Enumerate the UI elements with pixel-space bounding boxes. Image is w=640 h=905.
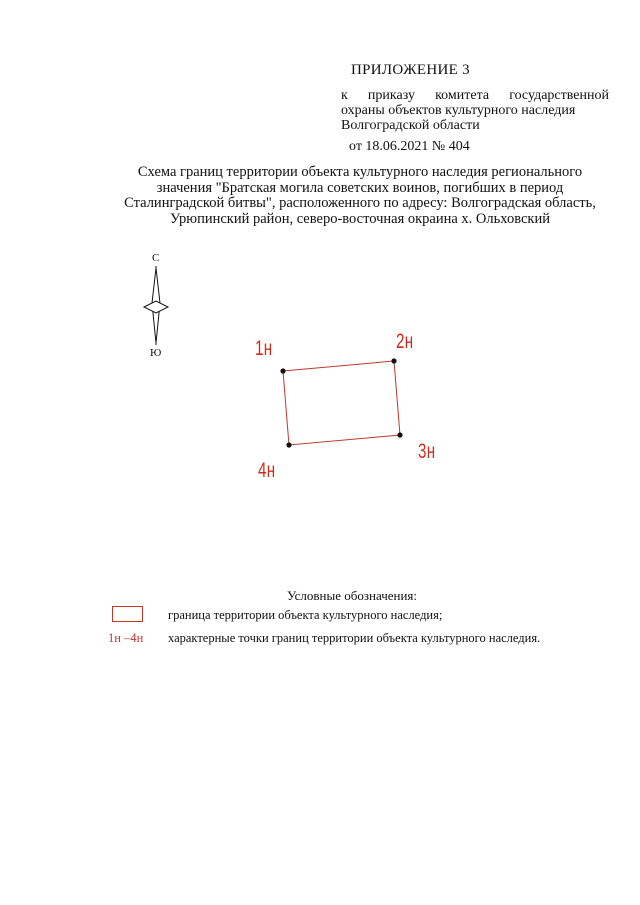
boundary-point-1: [280, 368, 285, 373]
order-line-2: охраны объектов культурного наследия: [341, 103, 576, 118]
compass-north-label: С: [152, 252, 160, 264]
legend-boundary-symbol: [112, 606, 143, 622]
point-label-3: 3н: [418, 440, 436, 463]
boundary-point-3: [397, 432, 402, 437]
order-word: государственной: [509, 88, 609, 103]
territory-boundary: [283, 361, 400, 445]
order-date: от 18.06.2021 № 404: [349, 139, 470, 154]
point-label-4: 4н: [258, 459, 276, 482]
compass-south-label: Ю: [150, 347, 162, 359]
title-line: Сталинградской битвы", расположенного по адресу: Волгоградская область,: [124, 195, 596, 211]
order-word: к: [341, 88, 348, 103]
title-line: значения "Братская могила советских воинов, погибших в период: [156, 179, 564, 196]
compass-icon: [144, 266, 168, 345]
boundary-point-2: [391, 358, 396, 363]
legend-points-label: характерные точки границ территории объекта культурного наследия.: [168, 631, 541, 645]
appendix-heading: ПРИЛОЖЕНИЕ 3: [351, 62, 470, 78]
legend-title: Условные обозначения:: [287, 588, 418, 603]
title-line: Схема границ территории объекта культурного наследия регионального: [137, 164, 583, 180]
point-label-2: 2н: [396, 330, 414, 353]
point-label-1: 1н: [255, 337, 273, 360]
boundary-point-4: [286, 442, 291, 447]
legend-boundary-label: граница территории объекта культурного наследия;: [168, 608, 443, 622]
order-word: комитета: [435, 88, 490, 103]
order-word: приказу: [367, 88, 415, 103]
legend-points-symbol: 1н –4н: [108, 631, 144, 645]
title-line: Урюпинский район, северо-восточная окраина х. Ольховский: [170, 210, 550, 227]
order-line-3: Волгоградской области: [341, 118, 480, 133]
